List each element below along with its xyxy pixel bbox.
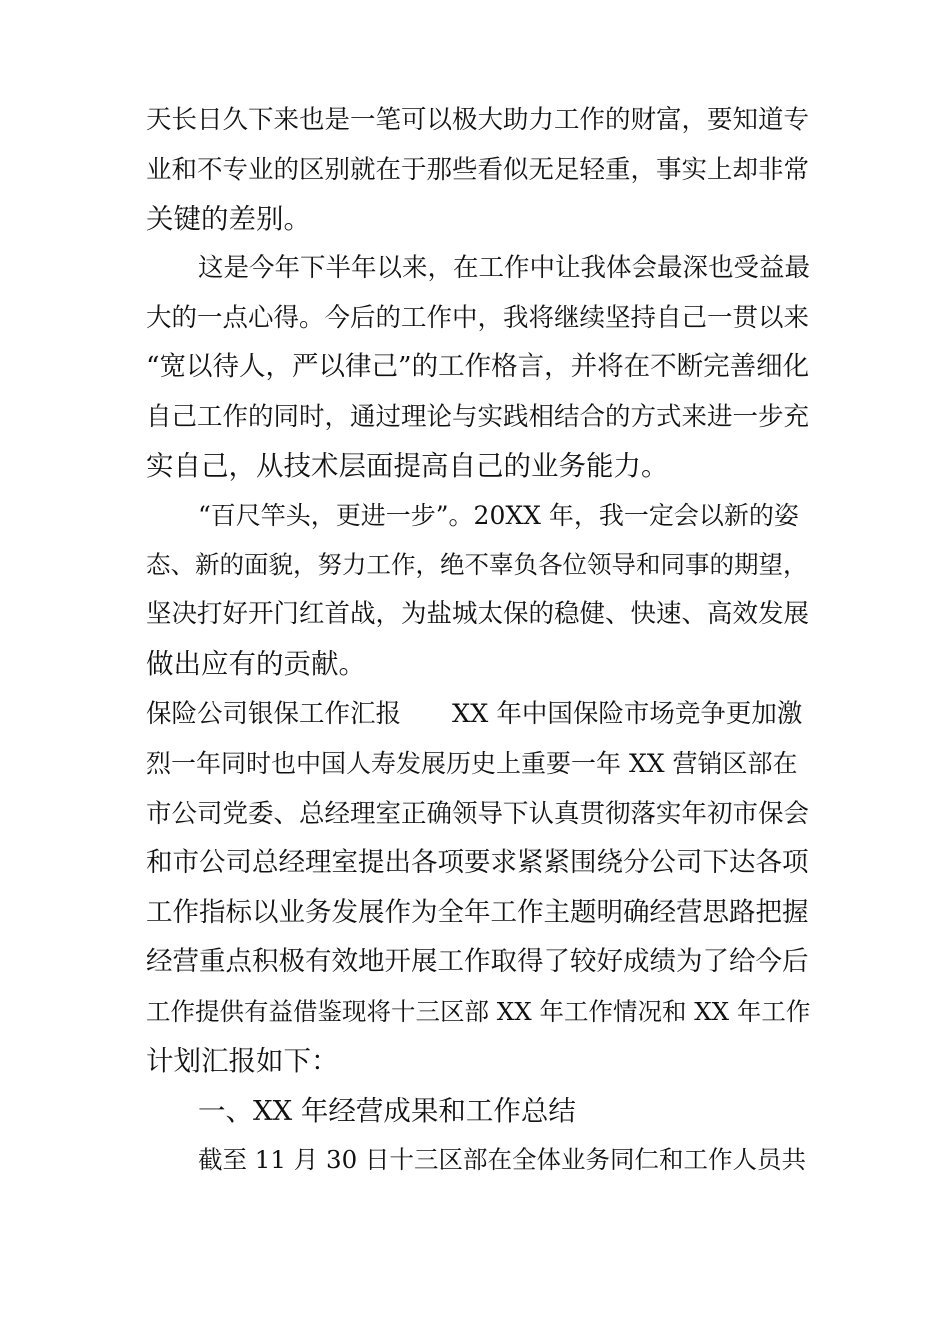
text-line: 截至 11 月 30 日十三区部在全体业务同仁和工作人员共 bbox=[198, 1145, 806, 1174]
section-heading-line: 保险公司银保工作汇报 XX 年中国保险市场竞争更加激 bbox=[146, 699, 803, 729]
text-line: 大的一点心得。今后的工作中，我将继续坚持自己一贯以来 bbox=[146, 303, 810, 333]
text-line: “百尺竿头，更进一步”。20XX 年，我一定会以新的姿 bbox=[198, 501, 799, 530]
text-line: 关键的差别。 bbox=[146, 203, 311, 235]
text-line: 经营重点积极有效地开展工作取得了较好成绩为了给今后 bbox=[146, 946, 809, 977]
text-line: 这是今年下半年以来，在工作中让我体会最深也受益最 bbox=[198, 253, 811, 283]
text-line: 工作指标以业务发展作为全年工作主题明确经营思路把握 bbox=[146, 897, 809, 928]
text-line: 坚决打好开门红首战，为盐城太保的稳健、快速、高效发展 bbox=[146, 599, 810, 629]
text-line: 工作提供有益借鉴现将十三区部 XX 年工作情况和 XX 年工作 bbox=[146, 997, 811, 1026]
text-line: 天长日久下来也是一笔可以极大助力工作的财富，要知道专 bbox=[146, 105, 810, 135]
text-line: 市公司党委、总经理室正确领导下认真贯彻落实年初市保会 bbox=[146, 799, 810, 829]
text-line: 业和不专业的区别就在于那些看似无足轻重，事实上却非常 bbox=[146, 155, 810, 185]
text-line: 和市公司总经理室提出各项要求紧紧围绕分公司下达各项 bbox=[146, 847, 809, 878]
text-line: “宽以待人，严以律己”的工作格言，并将在不断完善细化 bbox=[146, 351, 810, 382]
text-line: 做出应有的贡献。 bbox=[146, 648, 366, 680]
text-line: 自己工作的同时，通过理论与实践相结合的方式来进一步充 bbox=[146, 402, 810, 432]
subheading-line: 一、XX 年经营成果和工作总结 bbox=[198, 1095, 576, 1127]
text-line: 态、新的面貌，努力工作，绝不辜负各位领导和同事的期望， bbox=[146, 550, 808, 579]
text-line: 实自己，从技术层面提高自己的业务能力。 bbox=[146, 450, 669, 482]
text-line: 计划汇报如下： bbox=[146, 1045, 339, 1077]
text-line: 烈一年同时也中国人寿发展历史上重要一年 XX 营销区部在 bbox=[146, 749, 798, 778]
